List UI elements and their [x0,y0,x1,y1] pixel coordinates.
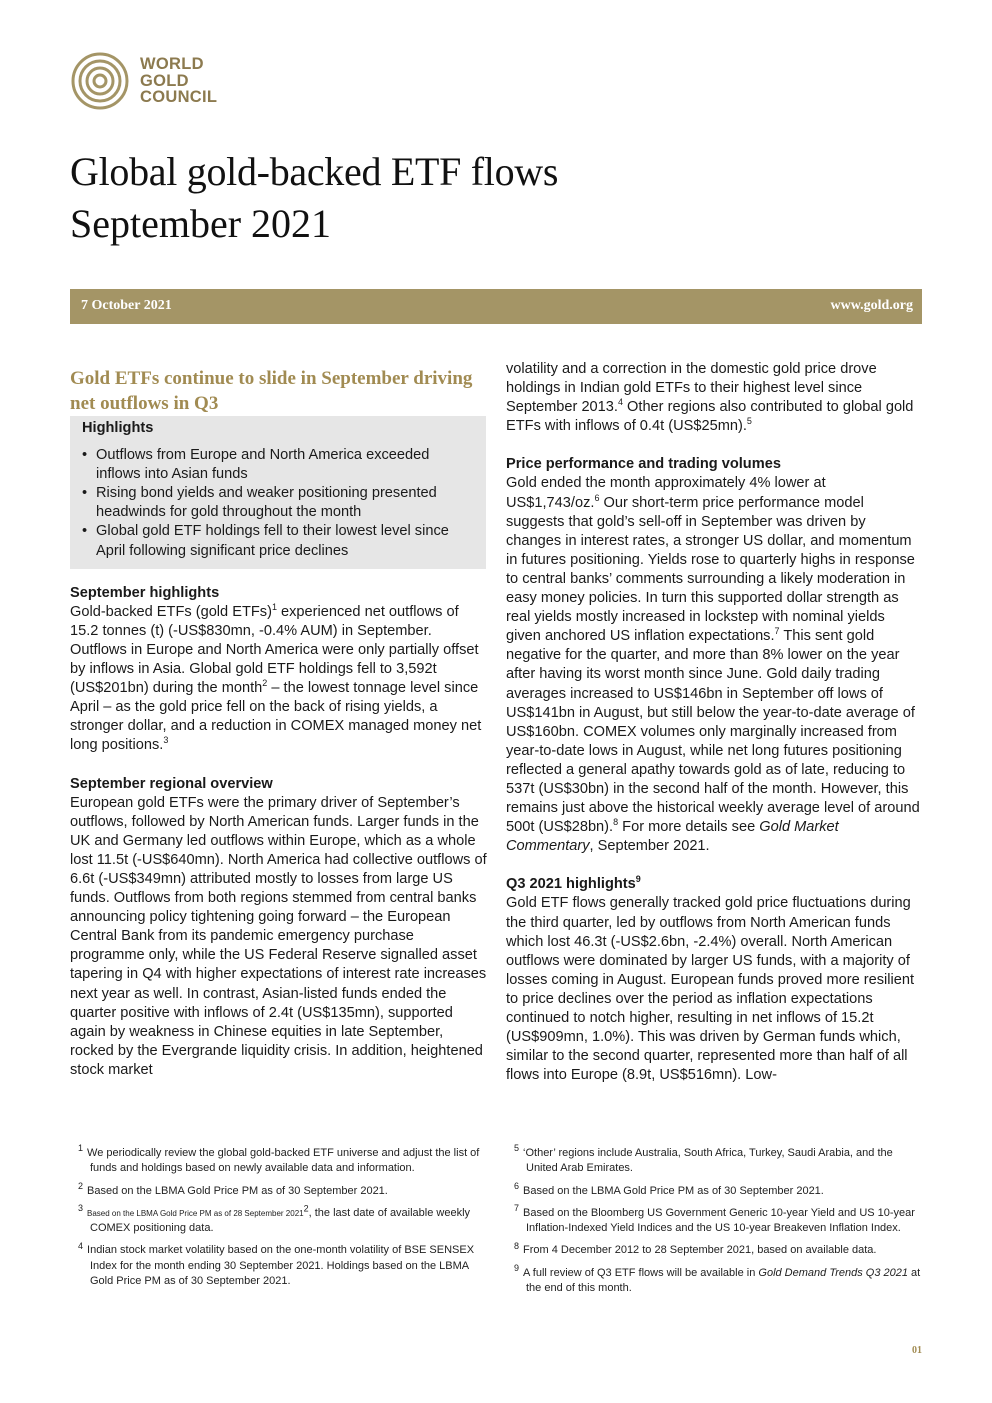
page-number: 01 [912,1345,922,1356]
highlight-item: • Global gold ETF holdings fell to their lowest level since April following significant price declines [96,522,474,560]
highlights-box [70,416,486,569]
section-headline: Gold ETFs continue to slide in September driving net outflows in Q3 [70,368,473,414]
highlight-item: • Outflows from Europe and North America exceeded inflows into Asian funds [96,446,474,484]
footnote-8: $^8$ From 4 December 2012 to 28 September 2021, based on available data. [514,1240,877,1257]
footnotes-left [70,1143,486,1296]
logo-line-3: COUNCIL [140,88,218,107]
highlights-title: Highlights [82,420,154,436]
logo-line-1: WORLD [140,55,204,74]
world-gold-council-rings-icon [70,51,130,111]
publication-date: 7 October 2021 [81,298,172,313]
logo-line-2: GOLD [140,71,189,90]
september-highlights-paragraph: Gold-backed ETFs (gold ETFs)$^1$ experienced net outflows of 15.2 tonnes (t) (-US$830mn, -0.4% AUM) in September. Outflows in Europe and North America were only partially offset by inflows in Asia. Global gold ETF holdings fell to 3,592t (US$201bn) during the month$^2$ – the lowest tonnage level since April – as the gold price fell on the back of rising yields, a stronger dollar, and a reduction in COMEX managed money net long positions.$^3$ [70,601,482,754]
footnote-1: $^1$ We periodically review the global gold-backed ETF universe and adjust the list of funds and holdings based on newly available data and information. [78,1143,480,1175]
footnotes-right [506,1143,922,1303]
footnote-6: $^6$ Based on the LBMA Gold Price PM as of 30 September 2021. [514,1180,824,1197]
footnote-2: $^2$ Based on the LBMA Gold Price PM as of 30 September 2021. [78,1180,388,1197]
website-link[interactable]: www.gold.org [830,298,913,313]
footnote-5: $^5$ ‘Other’ regions include Australia, South Africa, Turkey, Saudi Arabia, and the United Arab Emirates. [514,1143,893,1175]
footnote-4: $^4$ Indian stock market volatility based on the one-month volatility of BSE SENSEX Index for the month ending 30 September 2021. Holdings based on the LBMA Gold Price PM as of 30 September 2021. [78,1240,475,1288]
highlights-list [82,446,474,561]
footnote-7: $^7$ Based on the Bloomberg US Government Generic 10-year Yield and US 10-year Inflation-Indexed Yield Indices and the US 10-year Breakeven Inflation Index. [514,1203,915,1235]
q3-highlights-paragraph: Gold ETF flows generally tracked gold price fluctuations during the third quarter, led by outflows from North American funds which lost 46.3t (-US$2.6bn, -2.4%) overall. North American outflows were dominated by larger US funds, with a majority of losses coming in August. European funds proved more resilient to price declines over the period as inflation expectations continued to notch higher, resulting in net inflows of 15.2t (US$909mn, 1.0%). This was driven by German funds which, similar to the second quarter, represented more than half of all flows into Europe (8.9t, US$516mn). Low- [506,895,915,1084]
date-band [70,289,922,324]
q3-highlights-heading: Q3 2021 highlights$^9$ [506,874,641,893]
logo [70,51,217,111]
right-column [506,360,922,1085]
page-subtitle: September 2021 [70,201,332,246]
price-performance-heading: Price performance and trading volumes [506,456,781,473]
logo-text [140,56,217,106]
page-title: Global gold-backed ETF flows [70,149,559,194]
left-column [70,366,488,1080]
september-highlights-heading: September highlights [70,584,220,601]
highlight-item: • Rising bond yields and weaker positioning presented headwinds for gold throughout the month [96,484,474,522]
regional-overview-heading: September regional overview [70,775,273,792]
footnote-9: $^9$ A full review of Q3 ETF flows will be available in Gold Demand Trends Q3 2021 at the end of this month. [514,1263,921,1295]
regional-overview-paragraph: European gold ETFs were the primary driver of September’s outflows, followed by North American funds. Larger funds in the UK and Germany led outflows within Europe, which as a whole lost 11.5t (-US$640mn). North America had collective outflows of 6.6t (-US$349mn) attributed mostly to losses from large US funds. Outflows from both regions stemmed from central banks announcing policy tightening going forward – the European Central Bank from its pandemic emergency purchase programme only, while the US Federal Reserve signalled asset tapering in Q4 with higher expectations of interest rate increases next year as well. In contrast, Asian-listed funds ended the quarter positive with inflows of 2.4t (US$135mn), supported again by weakness in Chinese equities in late September, rocked by the Evergrande liquidity crisis. In addition, heightened stock market [70,794,487,1078]
footnote-3: $^3$Based on the LBMA Gold Price PM as of 28 September 2021$^2$, the last date of available weekly COMEX positioning data. [78,1203,471,1235]
price-performance-paragraph: Gold ended the month approximately 4% lower at US$1,743/oz.$^6$ Our short-term price performance model suggests that gold’s sell-off in September was driven by changes in interest rates, a stronger US dollar, and momentum in futures positioning. Yields rose to quarterly highs in response to central banks’ comments surrounding a likely moderation in easy money policies. In turn this supported dollar strength as real yields mostly increased in lockstep with nominal yields given anchored US inflation expectations.$^7$ This sent gold negative for the quarter, and more than 8% lower on the year after having its worst month since June. Gold daily trading averages increased to US$146bn in September off lows of US$141bn in August, but still below the year-to-date average of US$160bn. COMEX volumes only marginally increased from year-to-date lows in August, while net long futures positioning reflected a general apathy towards gold as of late, reducing to 537t (US$30bn) in the second half of the month. However, this remains just above the historical weekly average level of around 500t (US$28bn).$^8$ For more details see Gold Market Commentary, September 2021. [506,475,920,855]
continued-paragraph: volatility and a correction in the domestic gold price drove holdings in Indian gold ETFs to their highest level since September 2013.$^4$ Other regions also contributed to global gold ETFs with inflows of 0.4t (US$25mn).$^5$ [506,361,914,435]
